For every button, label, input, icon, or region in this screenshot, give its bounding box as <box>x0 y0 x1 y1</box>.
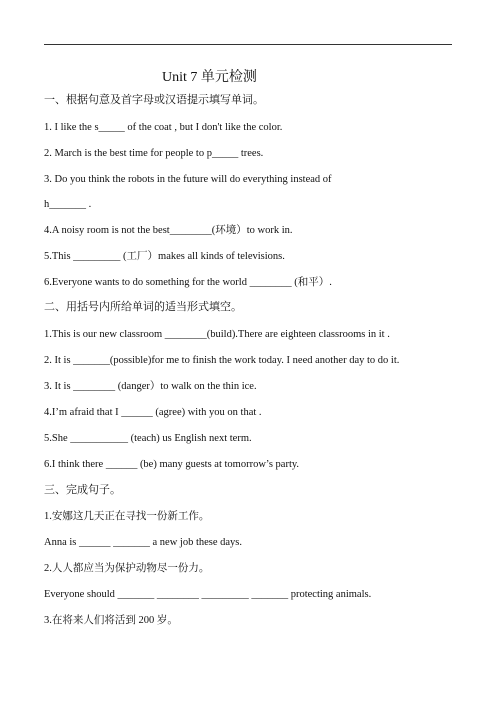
question-line: 3. Do you think the robots in the future will do everything instead of <box>44 174 332 185</box>
page-title: Unit 7 单元检测 <box>162 70 257 85</box>
question-line: 2. It is _______(possible)for me to finish the work today. I need another day to do it. <box>44 355 400 366</box>
question-line: 1. I like the s_____ of the coat , but I don't like the color. <box>44 122 283 133</box>
question-line: h_______ . <box>44 199 92 210</box>
section-heading-3: 三、完成句子。 <box>44 484 121 496</box>
question-line: 4.I’m afraid that I ______ (agree) with you on that . <box>44 407 262 418</box>
question-line: 1.This is our new classroom ________(build).There are eighteen classrooms in it . <box>44 329 390 340</box>
question-line: 3. It is ________ (danger）to walk on the thin ice. <box>44 381 257 392</box>
question-line: 1.安娜这几天正在寻找一份新工作。 <box>44 511 210 522</box>
question-line: 2.人人都应当为保护动物尽一份力。 <box>44 563 210 574</box>
section-heading-2: 二、用括号内所给单词的适当形式填空。 <box>44 301 242 313</box>
question-line: Everyone should _______ ________ _________ _______ protecting animals. <box>44 589 372 600</box>
question-line: 6.I think there ______ (be) many guests at tomorrow’s party. <box>44 459 300 470</box>
question-line: 2. March is the best time for people to p_____ trees. <box>44 148 264 159</box>
question-line: 3.在将来人们将活到 200 岁。 <box>44 615 178 626</box>
question-line: 5.This _________ (工厂）makes all kinds of televisions. <box>44 251 285 262</box>
header-rule <box>44 44 452 45</box>
question-line: 5.She ___________ (teach) us English next term. <box>44 433 252 444</box>
question-line: 6.Everyone wants to do something for the world ________ (和平）. <box>44 277 332 288</box>
question-line: 4.A noisy room is not the best________(环境）to work in. <box>44 225 293 236</box>
question-line: Anna is ______ _______ a new job these days. <box>44 537 243 548</box>
section-heading-1: 一、根据句意及首字母或汉语提示填写单词。 <box>44 94 264 106</box>
